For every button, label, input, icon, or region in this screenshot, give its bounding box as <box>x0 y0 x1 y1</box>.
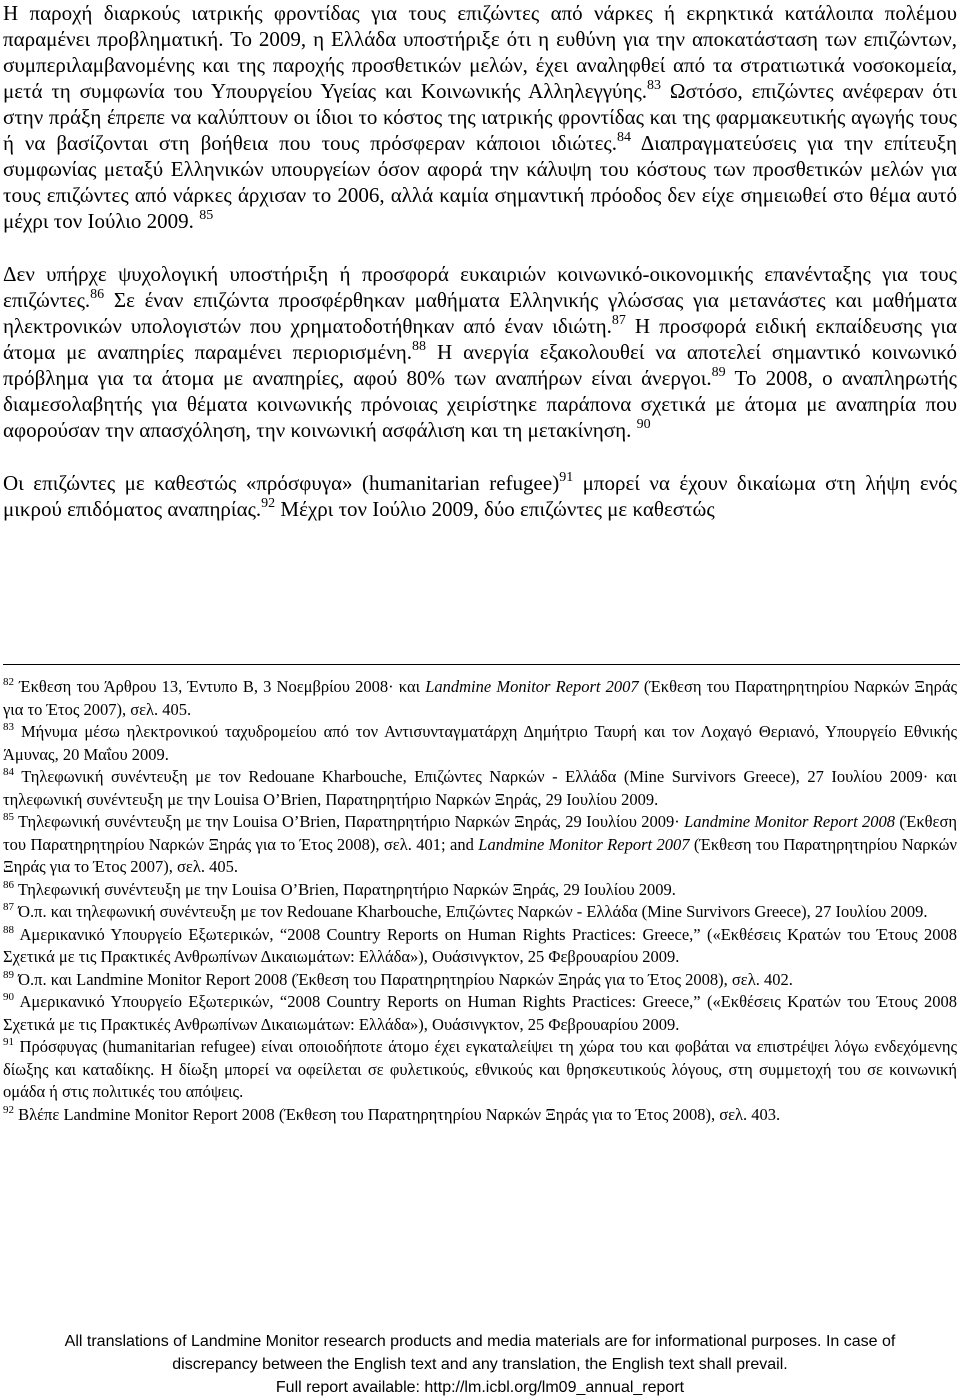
footnote-reference: 89 <box>3 968 14 981</box>
footnote-reference: 88 <box>411 339 426 354</box>
disclaimer-footer <box>0 1330 960 1399</box>
text-run: Μήνυμα μέσω ηλεκτρονικού ταχυδρομείου από τον Αντισυνταγματάρχη Δημήτριο Ταυρή και τον Λοχαγό Θεριανό, Υπουργείο Εθνικής Άμυνας, 20 Μαΐου 2009. <box>3 722 957 764</box>
body-paragraph <box>3 0 957 234</box>
text-run: Η προσφορά ειδική εκπαίδευσης για άτομα με αναπηρίες παραμένει περιορισμένη. <box>3 314 957 364</box>
footnote-reference: 87 <box>611 313 626 328</box>
footnote <box>3 766 957 811</box>
footnote-reference: 83 <box>3 721 14 733</box>
footnote-reference: 92 <box>261 496 276 511</box>
text-run: Αμερικανικό Υπουργείο Εξωτερικών, “2008 Country Reports on Human Rights Practices: Greece,” («Εκθέσεις Κρατών του Έτους 2008 Σχετικά με τις Πρακτικές Ανθρωπίνων Δικαιωμάτων: Ελλάδα»), Ουάσινγκτον, 25 Φεβρουαρίου 2009. <box>3 924 957 966</box>
footer-line-1: All translations of Landmine Monitor research products and media materials are for informational purposes. In case of <box>64 1333 896 1350</box>
footnote-reference: 85 <box>3 811 14 823</box>
text-run: Διαπραγματεύσεις για την επίτευξη συμφωνίας μεταξύ Ελληνικών υπουργείων όσον αφορά την κάλυψη του κόστους των προσθετικών μελών για τους επιζώντες από νάρκες άρχισαν το 2006, αλλά καμία σημαντική πρόοδος δεν είχε σημειωθεί στο θέμα αυτό μέχρι τον Ιούλιο 2009. <box>3 131 957 233</box>
footnote <box>3 1036 957 1104</box>
footnote-reference: 86 <box>3 878 14 891</box>
text-run: (Έκθεση του Παρατηρητηρίου Ναρκών Ξηράς για το Έτος 2008), σελ. 401; and <box>3 812 958 854</box>
text-run: Η ανεργία εξακολουθεί να αποτελεί σημαντικό κοινωνικό πρόβλημα για τα άτομα με αναπηρίες, αφού 80% των αναπήρων είναι άνεργοι. <box>3 340 958 390</box>
text-run: Έκθεση του Άρθρου 13, Έντυπο Β, 3 Νοεμβρίου 2008· και <box>14 677 426 696</box>
footnote <box>3 991 957 1036</box>
italic-title: Landmine Monitor Report 2008 <box>684 812 896 831</box>
footnote-reference: 83 <box>647 78 662 93</box>
text-run: Τηλεφωνική συνέντευξη με την Louisa O’Brien, Παρατηρητήριο Ναρκών Ξηράς, 29 Ιουλίου 2009. <box>14 879 676 899</box>
footnote <box>3 811 957 879</box>
footnote-reference: 84 <box>3 766 14 778</box>
text-run: Οι επιζώντες με καθεστώς «πρόσφυγα» (humanitarian refugee) <box>3 471 560 495</box>
body-paragraph <box>3 261 957 443</box>
italic-title: Landmine Monitor Report 2007 <box>425 677 639 696</box>
italic-title: Landmine Monitor Report 2007 <box>478 834 690 854</box>
footnote-reference: 87 <box>3 901 14 913</box>
footnote-reference: 86 <box>90 287 105 302</box>
text-run: Τηλεφωνική συνέντευξη με την Louisa O’Brien, Παρατηρητήριο Ναρκών Ξηράς, 29 Ιουλίου 2009· <box>14 812 685 831</box>
text-run: Μέχρι τον Ιούλιο 2009, δύο επιζώντες με καθεστώς <box>275 497 715 521</box>
text-run: μπορεί να έχουν δικαίωμα στη λήψη ενός μικρού επιδόματος αναπηρίας. <box>3 471 957 521</box>
footnote-reference: 84 <box>617 130 631 145</box>
footnote <box>3 676 957 721</box>
text-run: Δεν υπήρχε ψυχολογική υποστήριξη ή προσφορά ευκαιριών κοινωνικό-οικονομικής επανένταξης για τους επιζώντες. <box>3 262 957 312</box>
footnote-reference: 91 <box>559 470 574 485</box>
footnote-reference: 90 <box>3 991 14 1003</box>
footnote-reference: 88 <box>3 923 14 936</box>
text-run: Τηλεφωνική συνέντευξη με τον Redouane Kharbouche, Επιζώντες Ναρκών - Ελλάδα (Mine Survivors Greece), 27 Ιουλίου 2009· και τηλεφωνική συνέντευξη με την Louisa O’Brien, Παρατηρητήριο Ναρκών Ξηράς, 29 Ιουλίου 2009. <box>3 767 957 809</box>
footnote <box>3 1104 957 1127</box>
footnote-reference: 89 <box>711 365 726 380</box>
footnote-reference: 85 <box>199 208 214 223</box>
footnote-separator <box>3 664 960 665</box>
footnote <box>3 879 957 902</box>
text-run: Η παροχή διαρκούς ιατρικής φροντίδας για τους επιζώντες από νάρκες ή εκρηκτικά κατάλοιπα πολέμου παραμένει προβληματική. Το 2009, η Ελλάδα υποστήριξε ότι η ευθύνη για την αποκατάσταση των επιζώντων, συμπεριλαμβανομένης και της παροχής προσθετικών μελών, έχει αναληφθεί από τα στρατιωτικά νοσοκομεία, μετά τη συμφωνία του Υπουργείου Υγείας και Κοινωνικής Αλληλεγγύης. <box>3 1 957 103</box>
text-run: Ό.π. και τηλεφωνική συνέντευξη με τον Redouane Kharbouche, Επιζώντες Ναρκών - Ελλάδα (Mine Survivors Greece), 27 Ιουλίου 2009. <box>14 902 928 921</box>
body-paragraph <box>3 470 957 522</box>
footer-line-3: Full report available: http://lm.icbl.org/lm09_annual_report <box>275 1379 685 1396</box>
text-run: Αμερικανικό Υπουργείο Εξωτερικών, “2008 Country Reports on Human Rights Practices: Greece,” («Εκθέσεις Κρατών του Έτους 2008 Σχετικά με τις Πρακτικές Ανθρωπίνων Δικαιωμάτων: Ελλάδα»), Ουάσινγκτον, 25 Φεβρουαρίου 2009. <box>3 992 957 1034</box>
footnote-reference: 91 <box>3 1036 14 1048</box>
text-run: Σε έναν επιζώντα προσφέρθηκαν μαθήματα Ελληνικής γλώσσας για μετανάστες και μαθήματα ηλεκτρονικών υπολογιστών που χρηματοδοτήθηκαν από έναν ιδιώτη. <box>3 288 957 338</box>
text-run: (Έκθεση του Παρατηρητηρίου Ναρκών Ξηράς για το Έτος 2007), σελ. 405. <box>3 834 957 876</box>
text-run: (Έκθεση του Παρατηρητηρίου Ναρκών Ξηράς για το Έτος 2007), σελ. 405. <box>3 677 958 719</box>
text-run: Το 2008, ο αναπληρωτής διαμεσολαβητής για θέματα κοινωνικής πρόνοιας χειρίστηκε παράπονα σχετικά με άτομα με αναπηρία που αφορούσαν την απασχόληση, την κοινωνική ασφάλιση και τη μετακίνηση. <box>3 366 957 442</box>
footnote <box>3 969 957 992</box>
footnote <box>3 924 957 969</box>
footnote <box>3 721 957 766</box>
footer-line-2: discrepancy between the English text and any translation, the English text shall prevail. <box>172 1356 788 1373</box>
footnotes <box>3 676 957 1126</box>
footnote-reference: 92 <box>3 1103 14 1116</box>
footnote <box>3 901 957 924</box>
text-run: Πρόσφυγας (humanitarian refugee) είναι οποιοδήποτε άτομο έχει εγκαταλείψει τη χώρα του και φοβάται να επιστρέψει λόγω ενδεχόμενης δίωξης και καταδίκης. Η δίωξη μπορεί να οφείλεται σε φυλετικούς, εθνικούς και θρησκευτικούς λόγους, στη συμμετοχή του σε κοινωνική ομάδα ή στις πολιτικές του απόψεις. <box>3 1037 957 1101</box>
footnote-reference: 82 <box>3 676 14 688</box>
text-run: Βλέπε Landmine Monitor Report 2008 (Έκθεση του Παρατηρητηρίου Ναρκών Ξηράς για το Έτος 2008), σελ. 403. <box>14 1104 781 1124</box>
text-run: Ό.π. και Landmine Monitor Report 2008 (Έκθεση του Παρατηρητηρίου Ναρκών Ξηράς για το Έτος 2008), σελ. 402. <box>14 969 793 989</box>
body-text <box>3 0 957 522</box>
footnote-reference: 90 <box>636 417 651 432</box>
text-run: Ωστόσο, επιζώντες ανέφεραν ότι στην πράξη έπρεπε να καλύπτουν οι ίδιοι το κόστος της ιατρικής φροντίδας και της φαρμακευτικής αγωγής τους ή να βασίζονται στη βοήθεια που τους πρόσφεραν κάποιοι ιδιώτες. <box>3 79 957 155</box>
